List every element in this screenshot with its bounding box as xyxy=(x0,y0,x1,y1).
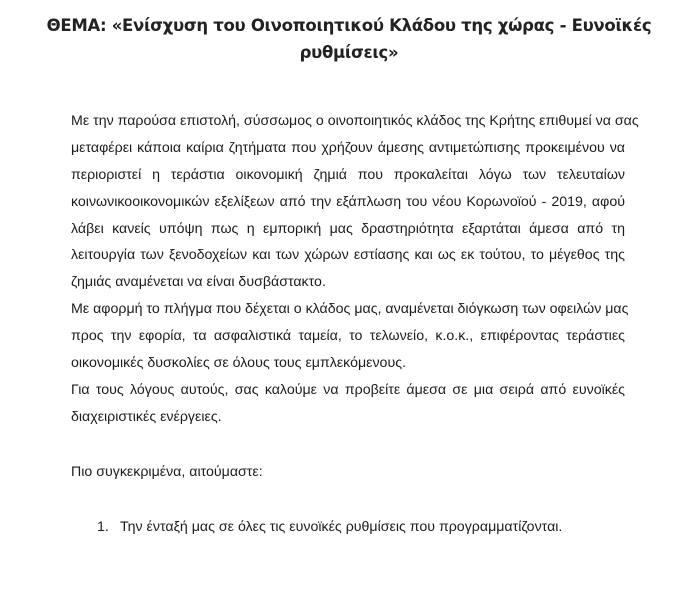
list-number: 1. xyxy=(97,519,109,535)
paragraph-line: λάβει κανείς υπόψη πως η εμπορική μας δραστηριότητα εξαρτάται άμεσα από τη xyxy=(71,220,625,237)
letter-body xyxy=(71,108,639,431)
title-line-2: ρυθμίσεις» xyxy=(299,43,399,62)
requests-intro: Πιο συγκεκριμένα, αιτούμαστε: xyxy=(71,464,263,480)
paragraph-2 xyxy=(71,296,629,377)
paragraph-line: οικονομικές δυσκολίες σε όλους τους εμπλεκόμενους. xyxy=(71,355,406,372)
paragraph-3 xyxy=(71,377,625,431)
title-line-1: ΘΕΜΑ: «Ενίσχυση του Οινοποιητικού Κλάδου της χώρας - Ευνοϊκές xyxy=(46,16,652,35)
paragraph-line: ζημιάς αναμένεται να είναι δυσβάστακτο. xyxy=(71,274,326,291)
paragraph-line: Με αφορμή το πλήγμα που δέχεται ο κλάδος μας, αναμένεται διόγκωση των οφειλών μας xyxy=(71,301,629,318)
request-list-item xyxy=(97,514,562,540)
paragraph-1 xyxy=(71,108,639,296)
document-title xyxy=(40,12,658,66)
paragraph-line: διαχειριστικές ενέργειες. xyxy=(71,408,222,425)
paragraph-line: κοινωνικοοικονομικών εξελίξεων από την εξάπλωση του νέου Κορωνοϊού - 2019, αφού xyxy=(71,193,625,210)
paragraph-line: Για τους λόγους αυτούς, σας καλούμε να προβείτε άμεσα σε μια σειρά από ευνοϊκές xyxy=(71,381,625,398)
paragraph-line: λειτουργία των ξενοδοχείων και των χώρων εστίασης και ως εκ τούτου, το μέγεθος της xyxy=(71,247,625,264)
paragraph-line: προς την εφορία, τα ασφαλιστικά ταμεία, το τελωνείο, κ.ο.κ., επιφέροντας τεράστιες xyxy=(71,328,625,345)
paragraph-line: μεταφέρει κάποια καίρια ζητήματα που χρήζουν άμεσης αντιμετώπισης προκειμένου να xyxy=(71,139,625,156)
list-item-text: Την ένταξή μας σε όλες τις ευνοϊκές ρυθμίσεις που προγραμματίζονται. xyxy=(120,519,563,535)
paragraph-line: περιοριστεί η τεράστια οικονομική ζημιά που προκαλείται λόγω των τελευταίων xyxy=(71,166,625,183)
paragraph-line: Με την παρούσα επιστολή, σύσσωμος ο οινοποιητικός κλάδος της Κρήτης επιθυμεί να σας xyxy=(71,113,639,129)
